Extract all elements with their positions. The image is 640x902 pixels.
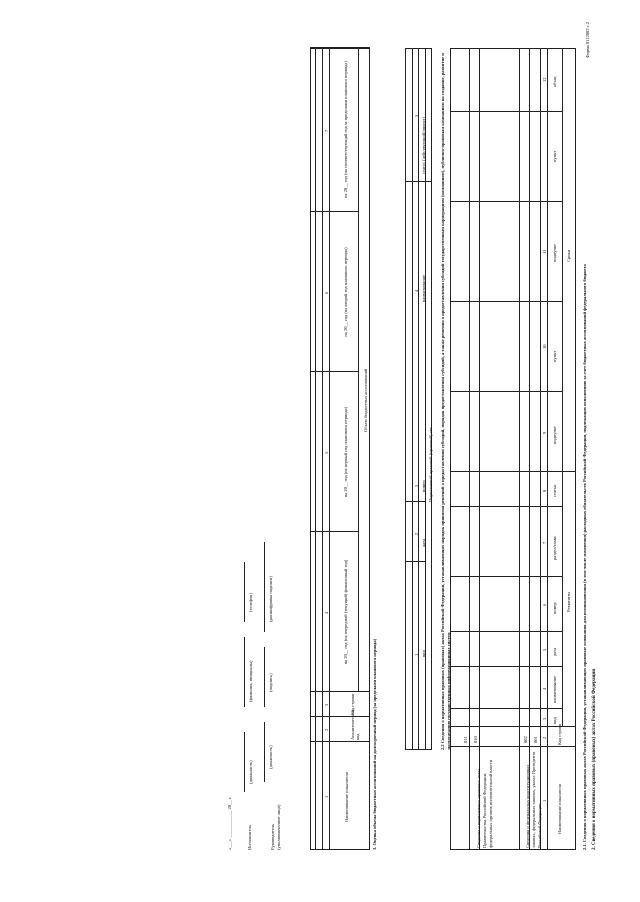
t3-code-inv-header: Аналитический код xyxy=(350,709,361,740)
col-vid-header: вид xyxy=(552,717,557,724)
t3-colnum-6: 6 xyxy=(324,291,329,294)
t22-status-header: статус (действующий/проект) xyxy=(421,116,426,174)
col-naim-header: наименование xyxy=(552,675,557,703)
col-statya-header: статья xyxy=(552,485,557,497)
t3-code-str-header: Код строки xyxy=(350,693,355,715)
executor-position-line[interactable] xyxy=(244,732,245,792)
t22-colnum-3: 3 xyxy=(414,484,419,487)
col-code-header: Код строки xyxy=(557,723,562,745)
t3-y4-header: на 20__ год (на соответствующий год за пределами планового периода) xyxy=(343,61,348,198)
form-code: Форма 0112002 с.2 xyxy=(585,21,590,58)
position-caption: (должность) xyxy=(268,745,273,769)
executor-position-caption: (должность) xyxy=(248,760,253,784)
signature-caption: (подпись) xyxy=(268,673,273,692)
t22-nomer-header: номер xyxy=(421,480,426,492)
t22-data-header: дата xyxy=(421,538,426,547)
t22-colnum-5: 5 xyxy=(414,114,419,117)
col-docs-header: Реквизиты xyxy=(566,591,571,612)
t22-naim-header: наименование xyxy=(421,274,426,302)
date-field[interactable]: «___» ____________ 20__ г. xyxy=(227,796,232,850)
act-header: Нормативный правовой (правовой) акт xyxy=(428,427,433,502)
t22-colnum-1: 1 xyxy=(414,653,419,656)
row-label-laws: Сведения о федеральных конституционных законах, федеральных законах, указах Президента Российской Федерации xyxy=(525,751,542,848)
section22-title: 2.2 Сведения о нормативных правовых (правовых) актах Российской Федерации, устанавливающих порядок принятия решений о предоставлении субсидий, порядок предоставления субсидий, а также решения о предоставлении субсидий государственным корпорациям (компаниям), публично-правовым компаниям на создание, развитие и эксплуатацию государственных информационных систем xyxy=(440,53,451,750)
colnum-3: 3 xyxy=(542,717,547,720)
colnum-1: 1 xyxy=(542,799,547,802)
t3-name-header: Наименование показателя xyxy=(344,772,349,822)
executor-label: Исполнитель xyxy=(247,824,252,850)
row-code-011: 011 xyxy=(463,736,468,743)
fio-caption: (фамилия, инициалы) xyxy=(248,660,253,702)
t3-y1-header: на 20__ год (на очередной (текущий) финансовый год) xyxy=(343,559,348,665)
t3-colnum-5: 5 xyxy=(324,451,329,454)
col-razdel-header: раздел/глава xyxy=(552,536,557,560)
col-punkt2-header: пункт xyxy=(552,150,557,162)
col-abzac-header: абзац xyxy=(552,76,557,87)
colnum-12: 12 xyxy=(542,77,547,82)
colnum-11: 11 xyxy=(542,249,547,254)
colnum-6: 6 xyxy=(542,603,547,606)
t3-y2-header: на 20__ год (на первый год планового периода) xyxy=(343,406,348,498)
name-caption: (расшифровка подписи) xyxy=(268,576,273,622)
row-code-002: 002 xyxy=(523,736,528,743)
t3-colnum-1: 1 xyxy=(324,795,329,798)
colnum-10: 10 xyxy=(542,344,547,349)
col-data-header: дата xyxy=(552,647,557,656)
t3-colnum-3: 3 xyxy=(324,703,329,706)
row-code-001: 001 xyxy=(533,736,538,743)
col-sroki-header: Сроки xyxy=(566,249,571,262)
signature-line[interactable] xyxy=(264,647,265,707)
section3-title: 3. Оценка объема бюджетных ассигнований на долгосрочный период (за пределами планового периода) xyxy=(372,638,377,850)
position-line[interactable] xyxy=(264,722,265,782)
t3-colnum-4: 4 xyxy=(324,611,329,614)
name-line[interactable] xyxy=(264,542,265,632)
col-podpunkt-header: подпункт xyxy=(552,426,557,444)
t3-volume-header: Объем бюджетных ассигнований xyxy=(363,368,368,432)
colnum-2: 2 xyxy=(542,736,547,739)
col-punkt-header: пункт xyxy=(552,350,557,362)
t3-colnum-2: 2 xyxy=(324,728,329,731)
head-label: Руководитель (уполномоченное лицо) xyxy=(270,804,281,850)
phone-line[interactable] xyxy=(244,562,245,622)
col-podpunkt2-header: подпункт xyxy=(552,244,557,262)
t22-colnum-4: 4 xyxy=(414,289,419,292)
t3-colnum-7: 7 xyxy=(324,129,329,132)
fio-line[interactable] xyxy=(244,637,245,707)
t3-y3-header: на 20__ год (на второй год планового периода) xyxy=(343,247,348,337)
colnum-8: 8 xyxy=(542,489,547,492)
row-code-010: 010 xyxy=(473,736,478,743)
table-3-frame xyxy=(310,48,370,850)
section2-subtitle: 2.1. Сведения о нормативных правовых актах Российской Федерации, устанавливающих правовые основания для возникновения (в том числе изменения) расходных обязательств Российской Федерации, подлежащих исполнению за счет бюджетных ассигнований федерального бюджета xyxy=(582,264,587,850)
colnum-4: 4 xyxy=(542,687,547,690)
colnum-5: 5 xyxy=(542,648,547,651)
col-name-header: Наименование показателя xyxy=(557,784,562,834)
row-label-government: Сведения о нормативных правовых актах Правительства Российской Федерации, федеральных органов исполнительной власти xyxy=(476,760,493,848)
colnum-9: 9 xyxy=(542,431,547,434)
section2-title: 2. Сведения о нормативных правовых (правовых) актах Российской Федерации xyxy=(592,668,597,850)
col-nomer-header: номер xyxy=(552,602,557,614)
phone-caption: (телефон) xyxy=(248,593,253,612)
colnum-7: 7 xyxy=(542,541,547,544)
t22-vid-header: вид xyxy=(421,650,426,657)
t22-colnum-2: 2 xyxy=(414,532,419,535)
